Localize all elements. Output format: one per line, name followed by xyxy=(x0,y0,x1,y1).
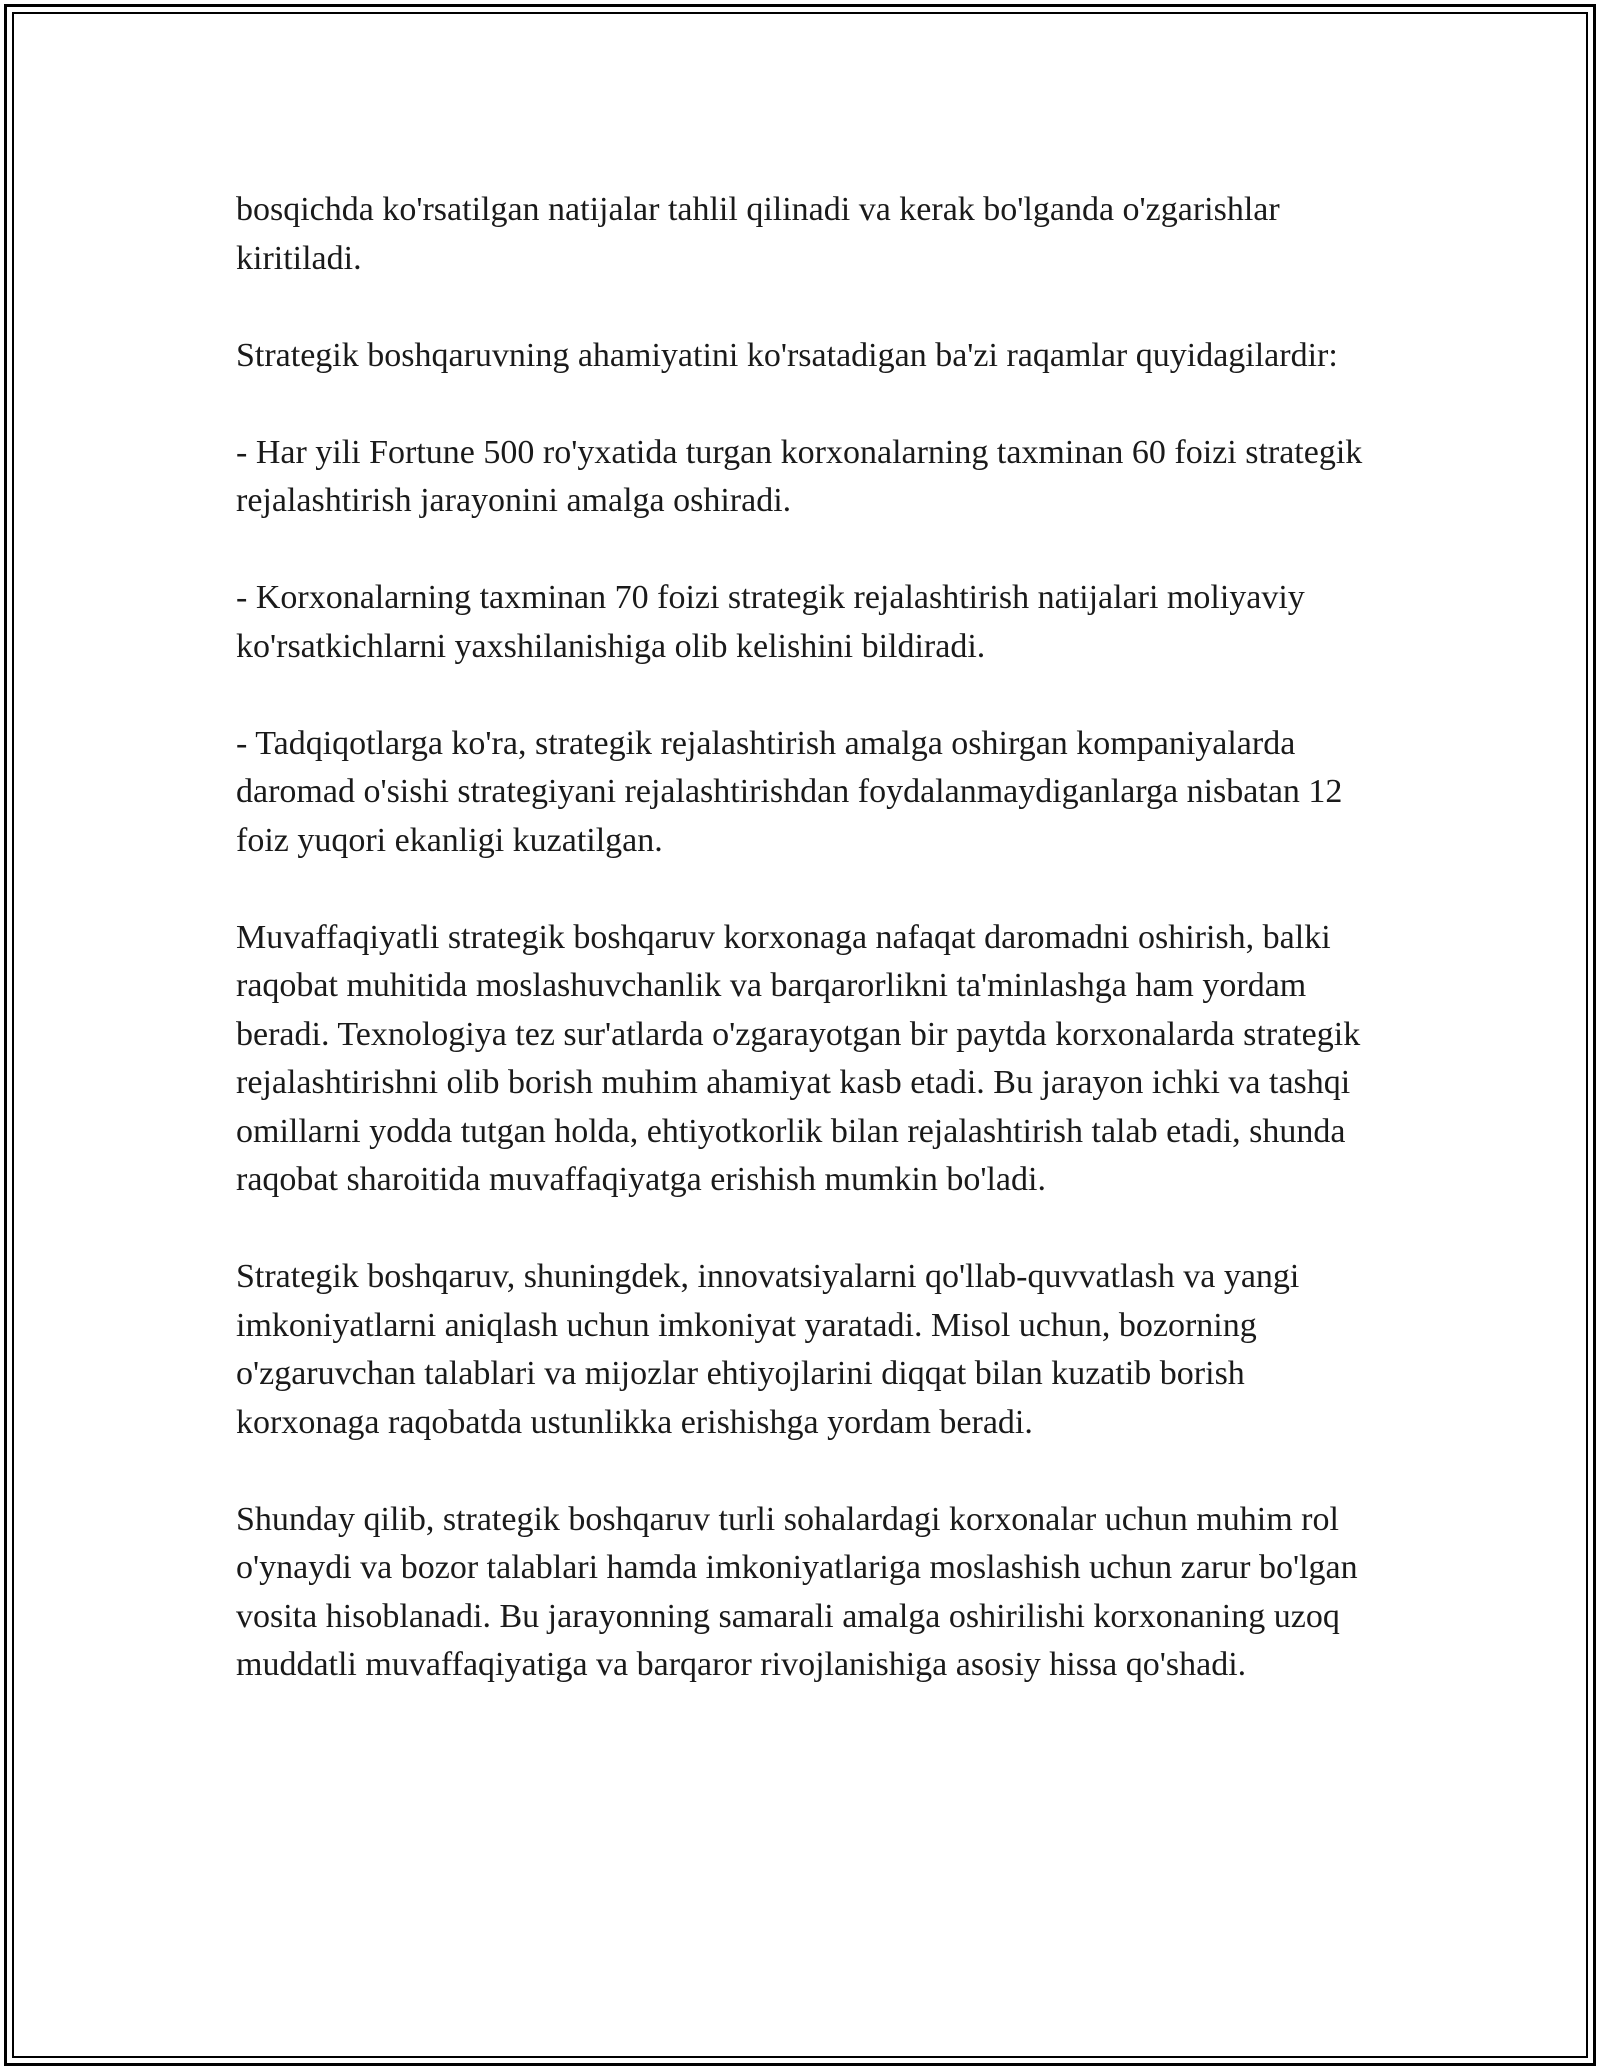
paragraph-innovation: Strategik boshqaruv, shuningdek, innovatsiyalarni qo'llab-quvvatlash va yangi imkoniyatlarni aniqlash uchun imkoniyat yaratadi. Misol uchun, bozorning o'zgaruvchan talablari va mijozlar ehtiyojlarini diqqat bilan kuzatib borish korxonaga raqobatda ustunlikka erishishga yordam beradi. xyxy=(236,1258,1300,1441)
document-body xyxy=(236,186,1386,1738)
list-item-fortune-500: - Har yili Fortune 500 ro'yxatida turgan korxonalarning taxminan 60 foizi strategik rejalashtirish jarayonini amalga oshiradi. xyxy=(236,433,1363,519)
paragraph-intro-figures: Strategik boshqaruvning ahamiyatini ko'rsatadigan ba'zi raqamlar quyidagilardir: xyxy=(236,336,1338,374)
paragraph-conclusion: Shunday qilib, strategik boshqaruv turli sohalardagi korxonalar uchun muhim rol o'ynaydi va bozor talablari hamda imkoniyatlariga moslashish uchun zarur bo'lgan vosita hisoblanadi. Bu jarayonning samarali amalga oshirilishi korxonaning uzoq muddatli muvaffaqiyatiga va barqaror rivojlanishiga asosiy hissa qo'shadi. xyxy=(236,1500,1358,1683)
paragraph-successful-management: Muvaffaqiyatli strategik boshqaruv korxonaga nafaqat daromadni oshirish, balki raqobat muhitida moslashuvchanlik va barqarorlikni ta'minlashga ham yordam beradi. Texnologiya tez sur'atlarda o'zgarayotgan bir paytda korxonalarda strategik rejalashtirishni olib borish muhim ahamiyat kasb etadi. Bu jarayon ichki va tashqi omillarni yodda tutgan holda, ehtiyotkorlik bilan rejalashtirish talab etadi, shunda raqobat sharoitida muvaffaqiyatga erishish mumkin bo'ladi. xyxy=(236,918,1361,1198)
paragraph-continuation: bosqichda ko'rsatilgan natijalar tahlil qilinadi va kerak bo'lganda o'zgarishlar kiritiladi. xyxy=(236,191,1280,277)
list-item-financial-results: - Korxonalarning taxminan 70 foizi strategik rejalashtirish natijalari moliyaviy ko'rsatkichlarni yaxshilanishiga olib kelishini bildiradi. xyxy=(236,579,1305,665)
list-item-revenue-growth: - Tadqiqotlarga ko'ra, strategik rejalashtirish amalga oshirgan kompaniyalarda daromad o'sishi strategiyani rejalashtirishdan foydalanmaydiganlarga nisbatan 12 foiz yuqori ekanligi kuzatilgan. xyxy=(236,724,1343,859)
